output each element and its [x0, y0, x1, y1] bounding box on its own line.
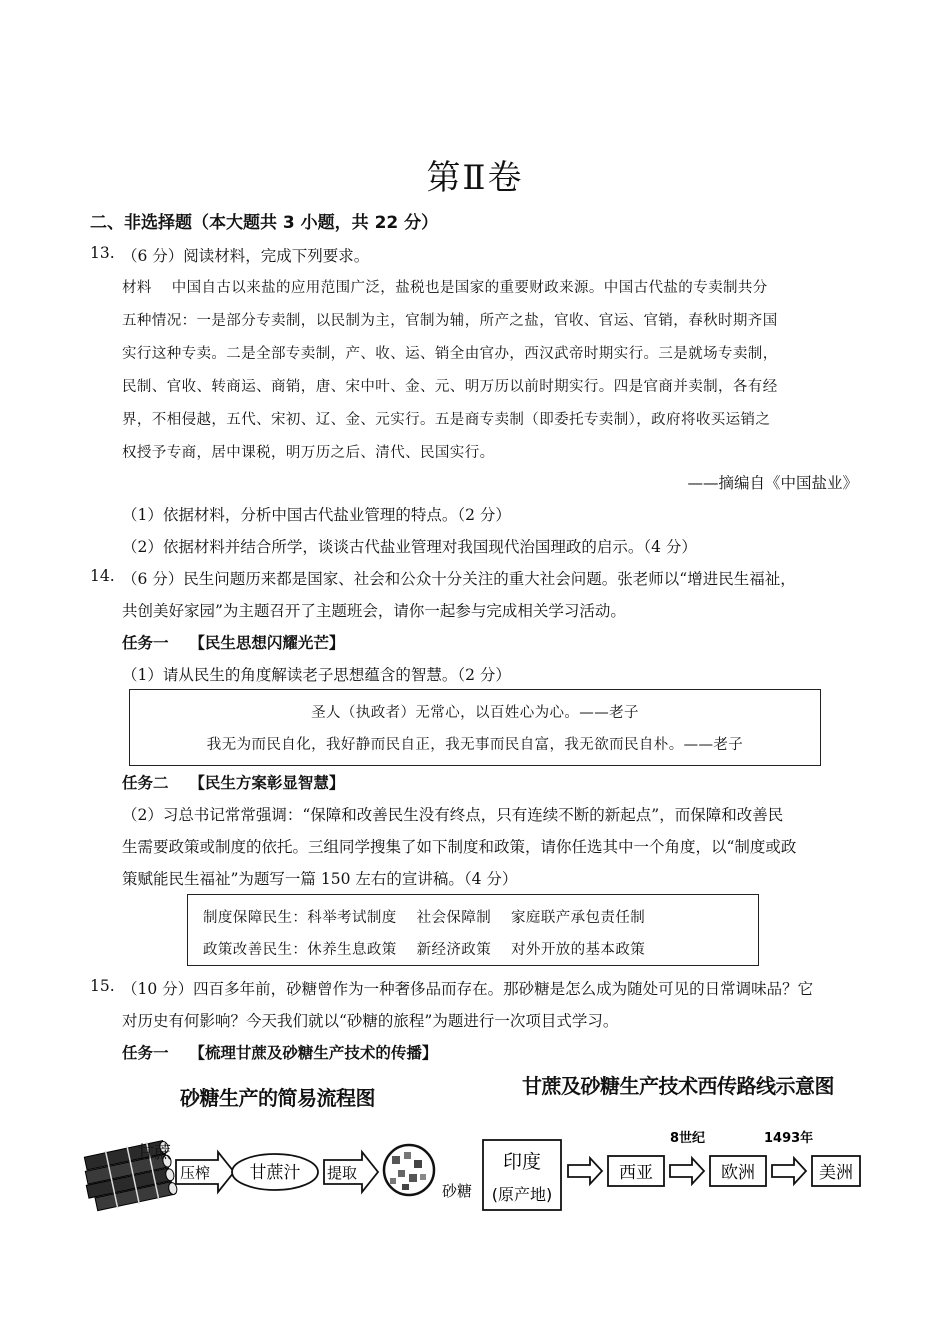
q13-material-line: 五种情况：一是部分专卖制，以民制为主，官制为辅，所产之盐，官收、官运、官销，春秋时期齐国 [122, 313, 778, 329]
route-map-title: 甘蔗及砂糖生产技术西传路线示意图 [522, 1074, 834, 1098]
q15-stem-line: 对历史有何影响？今天我们就以“砂糖的旅程”为题进行一次项目式学习。 [122, 1012, 619, 1030]
time-8th-century: 8世纪 [670, 1131, 706, 1146]
origin-name: 印度 [502, 1151, 542, 1173]
q15-task1-label: 任务一 【梳理甘蔗及砂糖生产技术的传播】 [122, 1044, 438, 1062]
sugar-figure [0, 1120, 950, 1230]
q14-stem-line: 共创美好家园”为主题召开了主题班会，请你一起参与完成相关学习活动。 [122, 602, 626, 620]
europe-label: 欧洲 [721, 1163, 755, 1183]
laozi-quote-1: 圣人（执政者）无常心，以百姓心为心。——老子 [311, 705, 639, 721]
q13-material-line: 权授予专商，居中课税，明万历之后、清代、民国实行。 [122, 445, 495, 461]
q14-task2-line: （2）习总书记常常强调：“保障和改善民生没有终点，只有连续不断的新起点”，而保障和改善民 [122, 806, 784, 824]
route-arrow-1 [568, 1158, 602, 1184]
q14-task1-label: 任务一 【民生思想闪耀光芒】 [122, 634, 345, 652]
q13-subquestion-2: （2）依据材料并结合所学，谈谈古代盐业管理对我国现代治国理政的启示。（4 分） [122, 538, 697, 556]
origin-note: (原产地) [491, 1185, 553, 1204]
q14-task2-line: 生需要政策或制度的依托。三组同学搜集了如下制度和政策，请你任选其中一个角度，以“制度或政 [122, 838, 797, 856]
press-label: 压榨 [180, 1164, 211, 1182]
q13-subquestion-1: （1）依据材料，分析中国古代盐业管理的特点。（2 分） [122, 506, 511, 524]
cane-label: 甘蔗 [137, 1143, 171, 1163]
q14-task2-line: 策赋能民生福祉”为题写一篇 150 左右的宣讲稿。（4 分） [122, 870, 518, 888]
q15-stem-line: （10 分）四百多年前，砂糖曾作为一种奢侈品而存在。那砂糖是怎么成为随处可见的日常调味品？它 [122, 980, 814, 998]
sugar-illustration [384, 1145, 434, 1195]
q13-material-line: 民制、官收、转商运、商销，唐、宋中叶、金、元、明万历以前时期实行。四是官商并卖制，各有经 [122, 379, 778, 395]
q13-number: 13. [90, 244, 115, 262]
q15-number: 15. [90, 977, 115, 995]
q13-material-line: 实行这种专卖。二是全部专卖制，产、收、运、销全由官办，西汉武帝时期实行。三是就场专卖制， [122, 346, 778, 362]
policy-line-2: 政策改善民生：休养生息政策 新经济政策 对外开放的基本政策 [203, 942, 646, 958]
section-heading: 二、非选择题（本大题共 3 小题，共 22 分） [90, 213, 439, 233]
sugar-label: 砂糖 [442, 1182, 473, 1200]
west-asia-label: 西亚 [619, 1163, 653, 1183]
policy-line-1: 制度保障民生：科举考试制度 社会保障制 家庭联产承包责任制 [203, 910, 646, 926]
q14-number: 14. [90, 567, 115, 585]
page-title: 第Ⅱ卷 [426, 158, 524, 198]
america-label: 美洲 [819, 1163, 853, 1183]
time-1493: 1493年 [764, 1131, 814, 1146]
extract-label: 提取 [327, 1164, 358, 1182]
q14-stem-line: （6 分）民生问题历来都是国家、社会和公众十分关注的重大社会问题。张老师以“增进民生福祉， [122, 570, 796, 588]
q13-stem: （6 分）阅读材料，完成下列要求。 [122, 247, 370, 265]
laozi-quote-2: 我无为而民自化，我好静而民自正，我无事而民自富，我无欲而民自朴。——老子 [206, 737, 744, 753]
flow-chart-title: 砂糖生产的简易流程图 [180, 1086, 375, 1110]
juice-label: 甘蔗汁 [249, 1163, 301, 1183]
q13-material-line: 材料 中国自古以来盐的应用范围广泛，盐税也是国家的重要财政来源。中国古代盐的专卖制共分 [122, 280, 768, 296]
q14-task2-label: 任务二 【民生方案彰显智慧】 [122, 774, 345, 792]
q14-task1-question: （1）请从民生的角度解读老子思想蕴含的智慧。（2 分） [122, 666, 511, 684]
q13-material-line: 界，不相侵越，五代、宋初、辽、金、元实行。五是商专卖制（即委托专卖制），政府将收买运销之 [122, 412, 771, 428]
q13-source: ——摘编自《中国盐业》 [687, 474, 858, 492]
route-arrow-2 [670, 1158, 704, 1184]
route-arrow-3 [772, 1158, 806, 1184]
